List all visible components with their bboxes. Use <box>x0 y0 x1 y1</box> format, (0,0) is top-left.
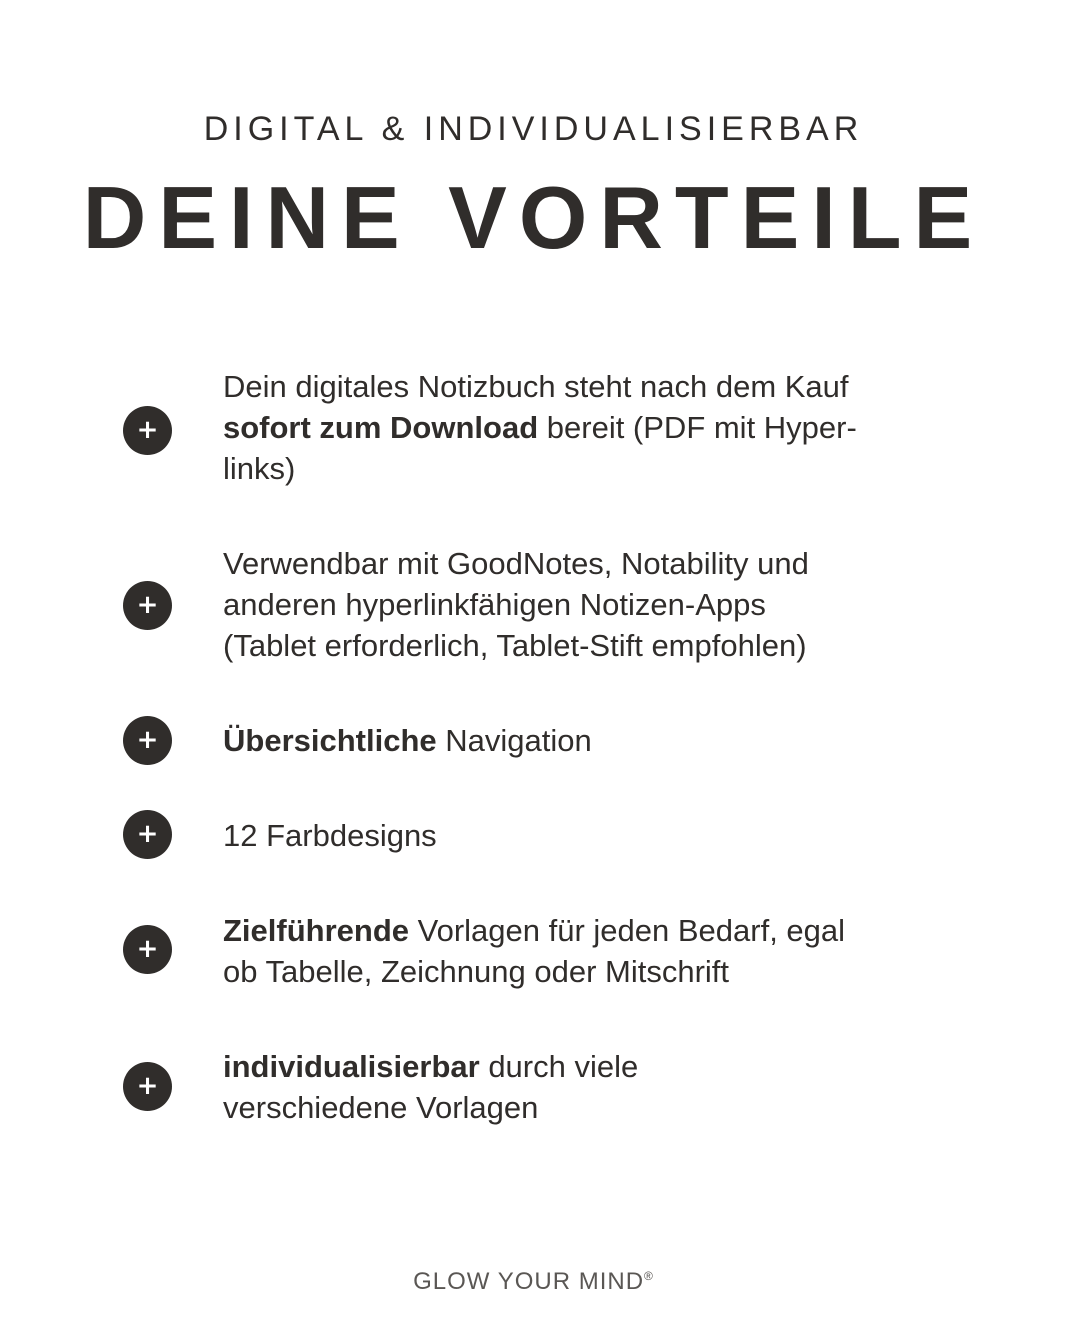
plus-icon: + <box>123 406 172 455</box>
brand-name: GLOW YOUR MIND <box>413 1268 645 1295</box>
brand-footer <box>0 1268 1067 1296</box>
list-item-text: Übersichtliche Navigation <box>223 723 592 758</box>
plus-icon: + <box>123 581 172 630</box>
list-item-text: Verwendbar mit GoodNotes, Notability und anderen hyperlinkfähigen Notizen-Apps (Tablet erforderlich, Tablet-Stift empfohlen) <box>223 546 809 663</box>
page-subtitle: DIGITAL & INDIVIDUALISIERBAR <box>203 110 864 148</box>
list-item-text: Zielführende Vorlagen für jeden Bedarf, egal ob Tabelle, Zeichnung oder Mitschrift <box>223 913 846 989</box>
list-item-text: 12 Farbdesigns <box>223 818 437 853</box>
plus-icon: + <box>123 1062 172 1111</box>
plus-icon: + <box>123 716 172 765</box>
page-title: DEINE VORTEILE <box>82 168 985 267</box>
registered-mark: ® <box>644 1269 654 1283</box>
plus-icon: + <box>123 810 172 859</box>
list-item-text: Dein digitales Notizbuch steht nach dem Kauf sofort zum Download bereit (PDF mit Hyper- links) <box>223 369 857 486</box>
list-item-text: individualisierbar durch viele verschiedene Vorlagen <box>223 1049 639 1125</box>
plus-icon: + <box>123 925 172 974</box>
